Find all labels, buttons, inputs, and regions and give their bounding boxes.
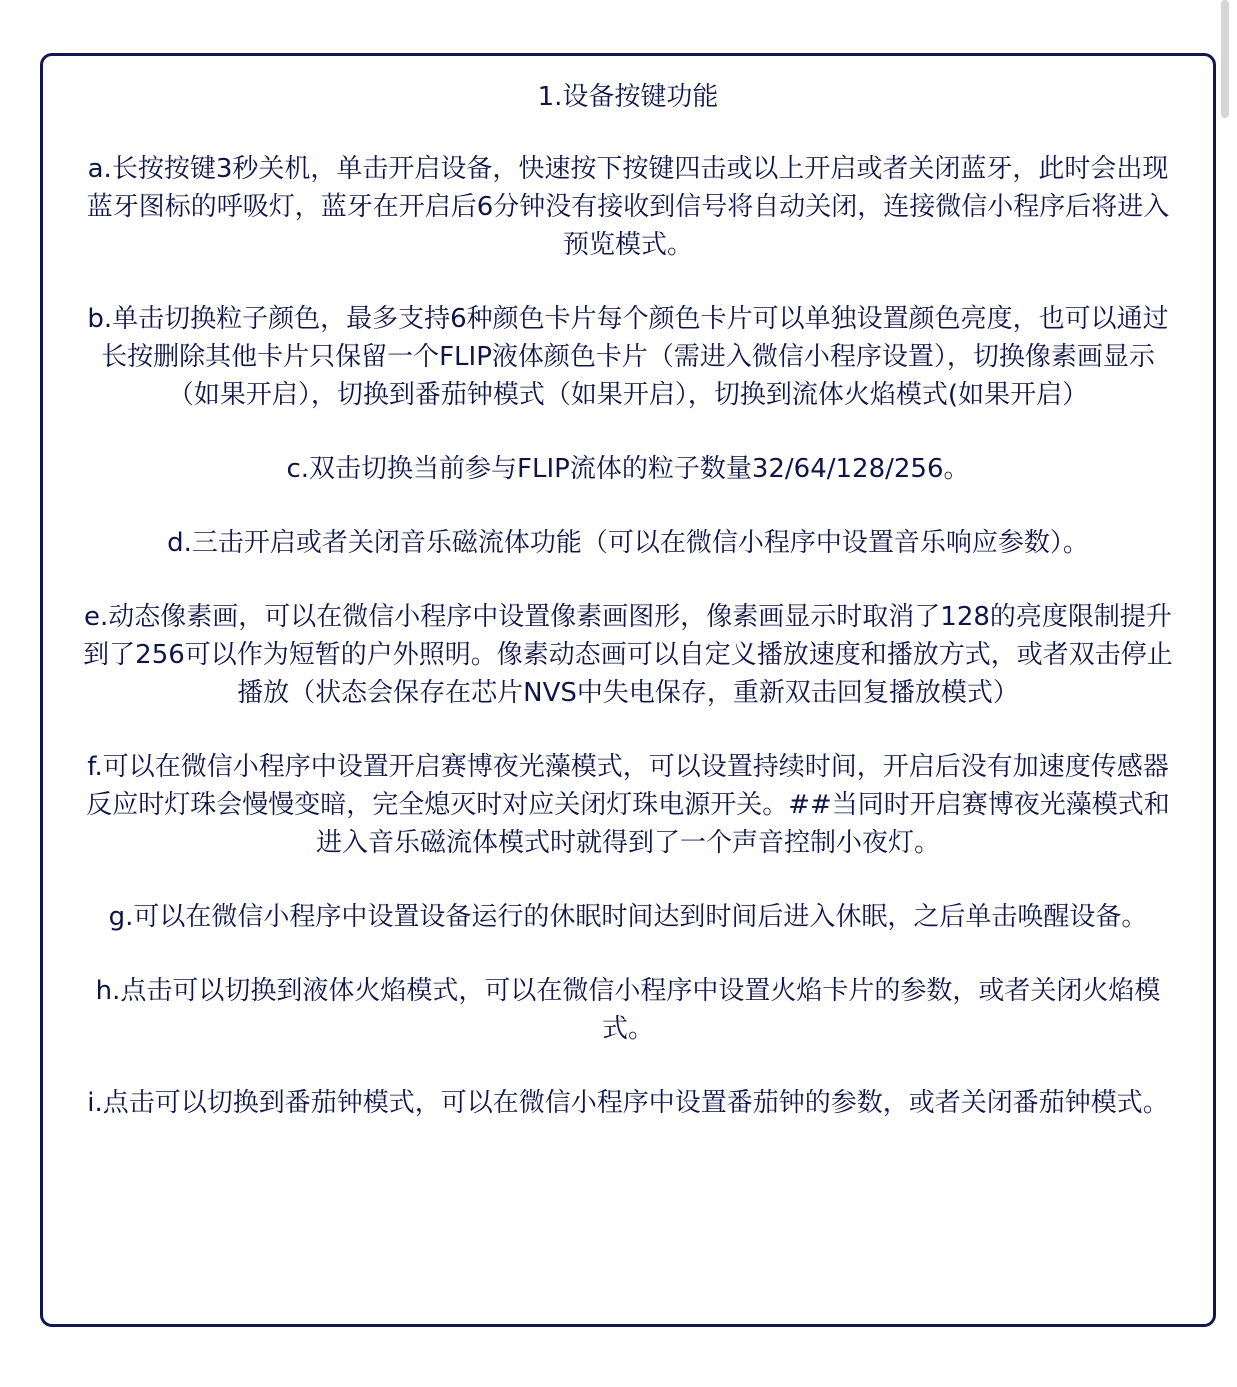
paragraph-g: g.可以在微信小程序中设置设备运行的休眠时间达到时间后进入休眠，之后单击唤醒设备。 (108, 902, 1148, 932)
paragraph-a: a.长按按键3秒关机，单击开启设备，快速按下按键四击或以上开启或者关闭蓝牙，此时会出现蓝牙图标的呼吸灯，蓝牙在开启后6分钟没有接收到信号将自动关闭，连接微信小程序后将进入预览模式。 (86, 154, 1170, 260)
section-title: 1.设备按键功能 (537, 82, 719, 112)
scrollbar[interactable] (1221, 0, 1229, 118)
paragraph-h: h.点击可以切换到液体火焰模式，可以在微信小程序中设置火焰卡片的参数，或者关闭火焰模式。 (95, 976, 1161, 1044)
paragraph-b: b.单击切换粒子颜色，最多支持6种颜色卡片每个颜色卡片可以单独设置颜色亮度，也可以通过长按删除其他卡片只保留一个FLIP液体颜色卡片（需进入微信小程序设置），切换像素画显示（如果开启），切换到番茄钟模式（如果开启），切换到流体火焰模式(如果开启） (87, 304, 1169, 410)
paragraph-d: d.三击开启或者关闭音乐磁流体功能（可以在微信小程序中设置音乐响应参数）。 (167, 528, 1089, 558)
paragraph-c: c.双击切换当前参与FLIP流体的粒子数量32/64/128/256。 (286, 454, 970, 484)
paragraph-f: f.可以在微信小程序中设置开启赛博夜光藻模式，可以设置持续时间，开启后没有加速度传感器反应时灯珠会慢慢变暗，完全熄灭时对应关闭灯珠电源开关。##当同时开启赛博夜光藻模式和进入音乐磁流体模式时就得到了一个声音控制小夜灯。 (86, 752, 1170, 858)
paragraph-i: i.点击可以切换到番茄钟模式，可以在微信小程序中设置番茄钟的参数，或者关闭番茄钟模式。 (87, 1088, 1169, 1118)
instructions-card (40, 53, 1216, 1327)
paragraph-e: e.动态像素画，可以在微信小程序中设置像素画图形，像素画显示时取消了128的亮度限制提升到了256可以作为短暂的户外照明。像素动态画可以自定义播放速度和播放方式，或者双击停止播放（状态会保存在芯片NVS中失电保存，重新双击回复播放模式） (83, 602, 1173, 708)
